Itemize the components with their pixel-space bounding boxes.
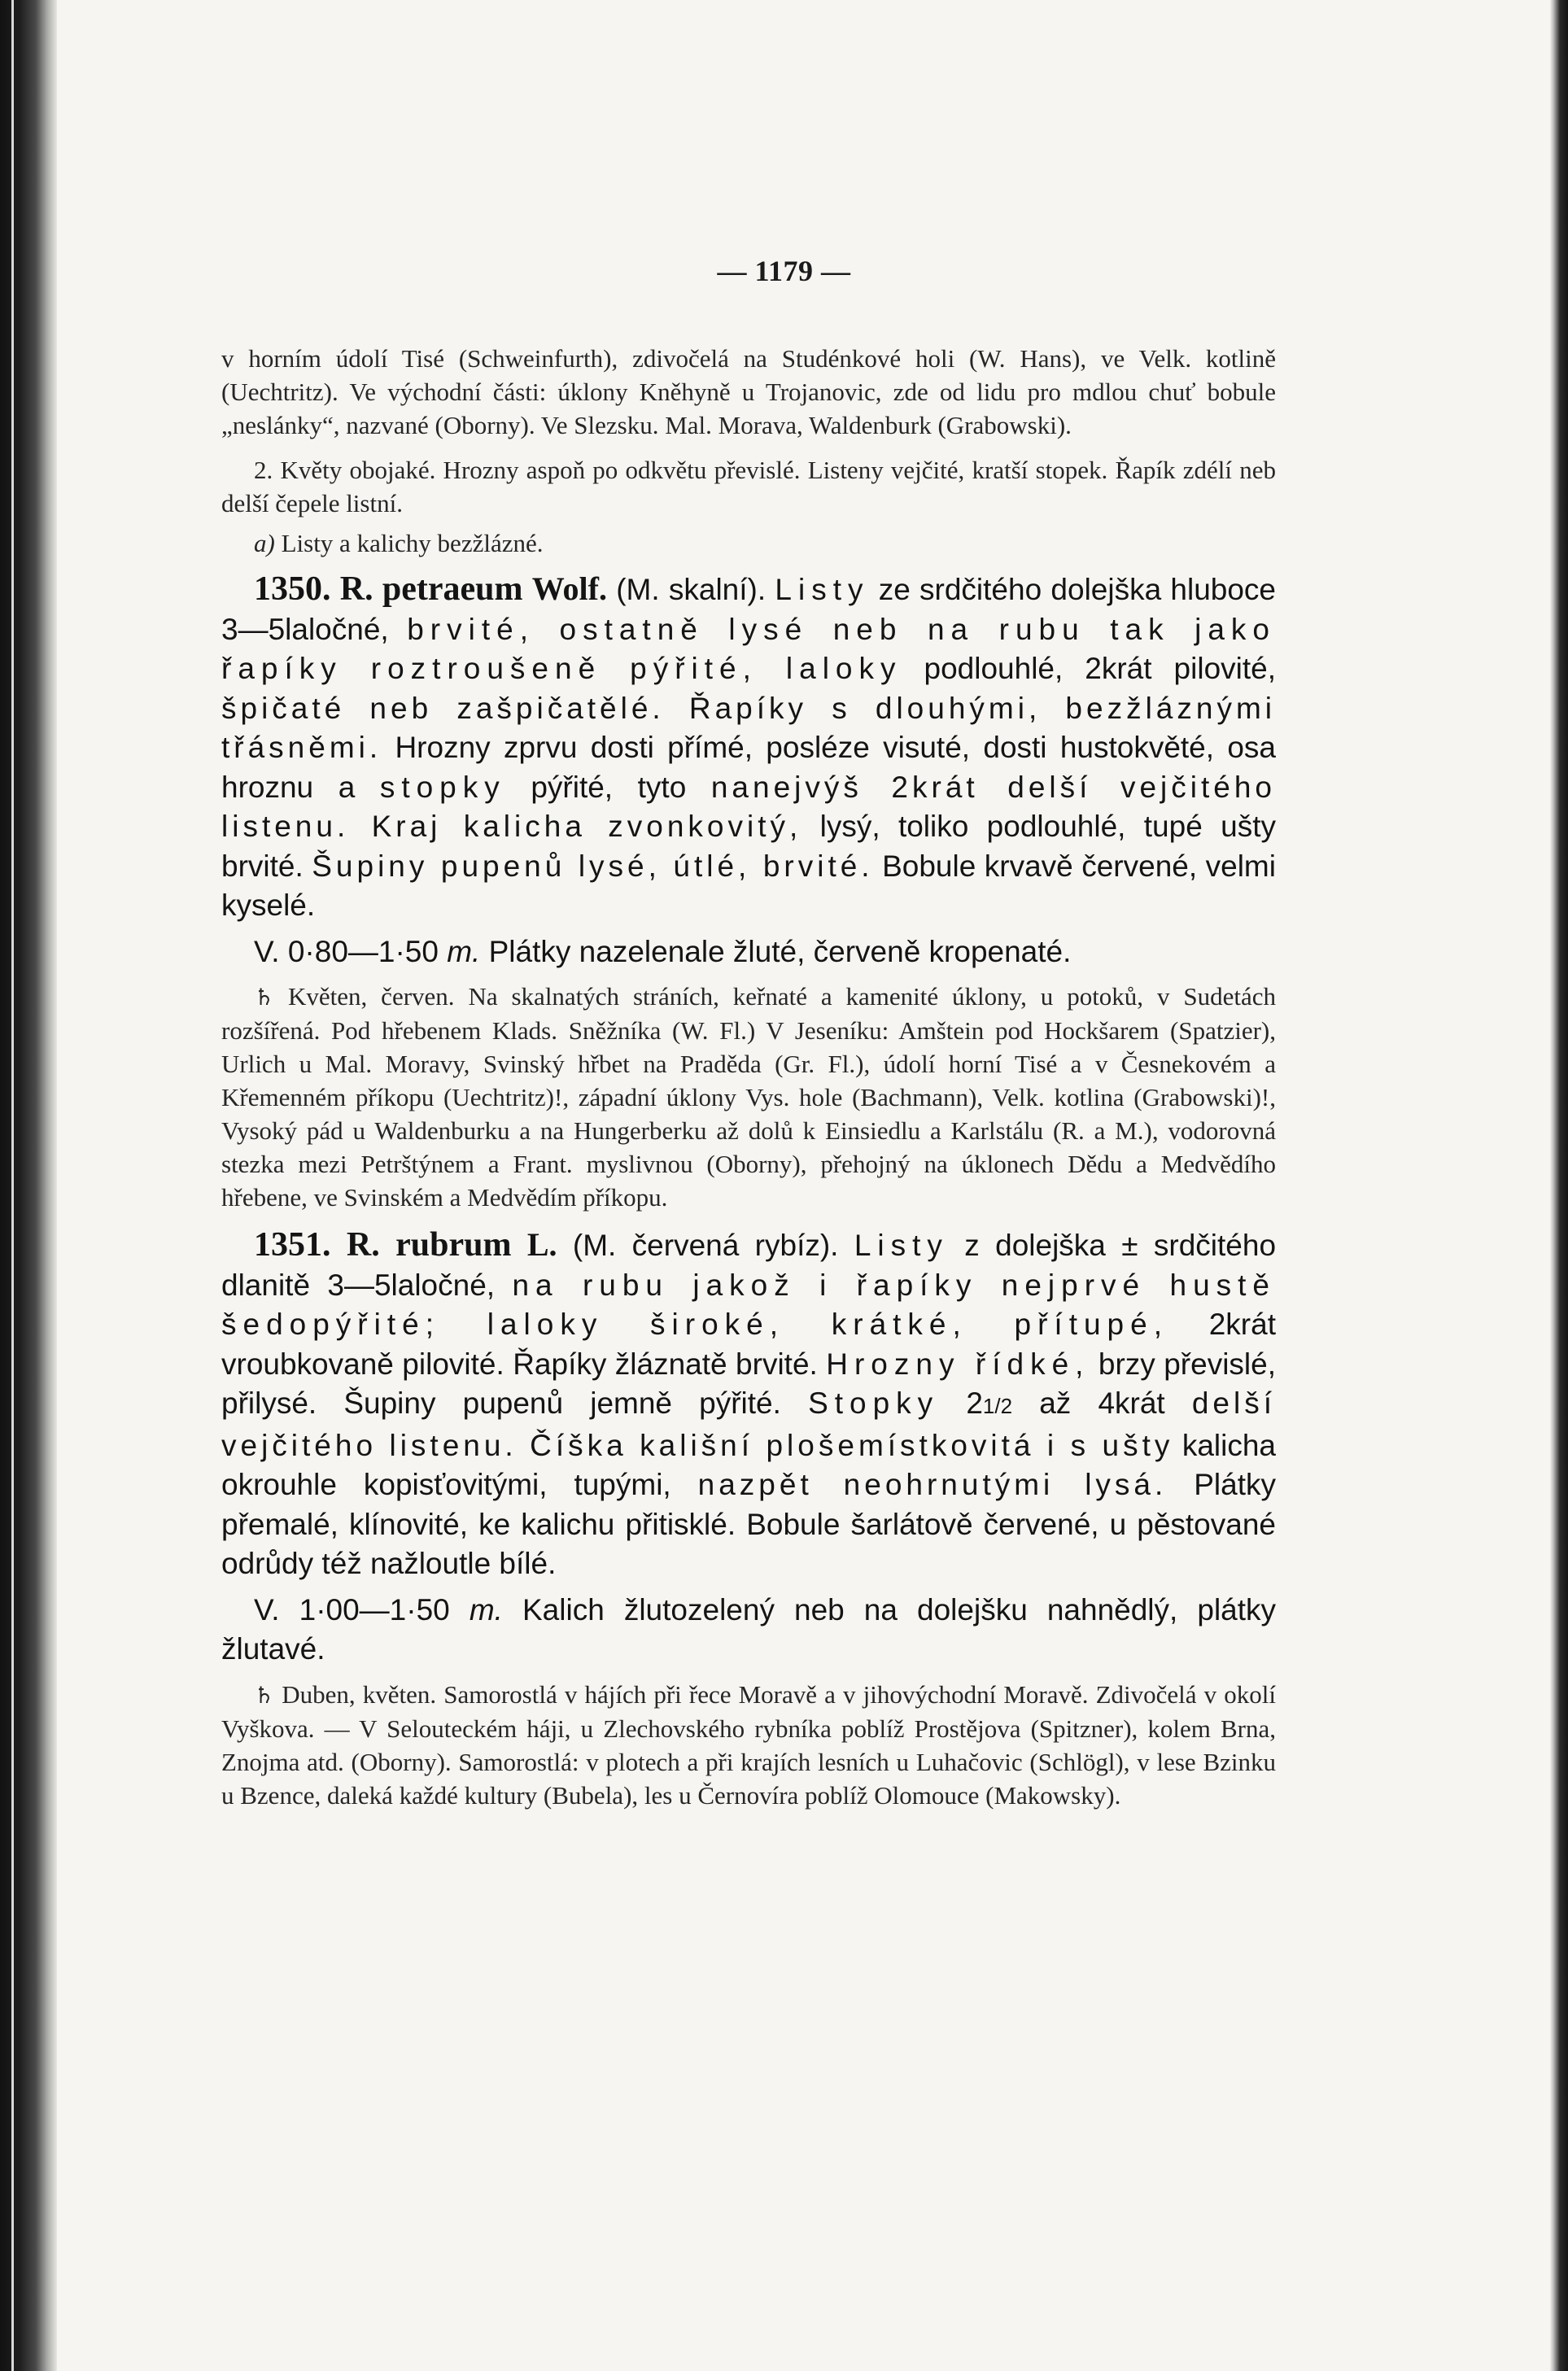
species-1351-description bbox=[221, 1225, 1276, 1584]
desc-segment: špičaté neb zašpičatělé. Řapíky s dlouhými, bezžláznými třásněmi. bbox=[221, 691, 1276, 764]
species-1351-flowering bbox=[221, 1591, 1276, 1670]
species-1350-number: 1350. bbox=[254, 570, 331, 608]
shrub-symbol-icon: ♄ bbox=[254, 1681, 275, 1709]
page-number: — 1179 — bbox=[717, 255, 851, 287]
desc-segment: Hrozny zprvu dosti přímé, posléze visuté, dosti hustokvěté, osa hroznu a bbox=[221, 731, 1276, 804]
species-1351-common-name: (M. červená rybíz). bbox=[572, 1229, 839, 1262]
key-item-a-text: Listy a kalichy bezžlázné. bbox=[281, 529, 544, 557]
flowering-calyx: Kalich žlutozelený neb na dolejšku nahnědlý, plátky žlutavé. bbox=[221, 1592, 1277, 1666]
species-1350-flowering bbox=[221, 932, 1276, 972]
key-item-a-label: a) bbox=[254, 529, 275, 557]
flowering-petals: Plátky nazelenale žluté, červeně kropenaté. bbox=[488, 934, 1072, 968]
desc-segment: stopky bbox=[379, 770, 506, 804]
species-1350-epithet: petraeum bbox=[382, 570, 523, 608]
desc-segment: Plátky přemalé, klínovité, ke kalichu přitisklé. Bobule šarlátově červené, u pěstované odrůdy též nažloutle bílé. bbox=[221, 1468, 1276, 1580]
shrub-symbol-icon: ♄ bbox=[254, 984, 275, 1011]
flowering-size: V. 0·80—1·50 bbox=[254, 934, 439, 968]
flowering-size: V. 1·00—1·50 bbox=[254, 1592, 450, 1627]
key-item-2: 2. Květy obojaké. Hrozny aspoň po odkvětu převislé. Listeny vejčité, kratší stopek. Řapík zdélí neb delší čepele listní. bbox=[221, 456, 1276, 517]
species-1350-description bbox=[221, 570, 1276, 926]
intro-paragraph: v horním údolí Tisé (Schweinfurth), zdivočelá na Studénkové holi (W. Hans), ve Velk. kotlině (Uechtritz). Ve východní části: úklony Kněhyně u Trojanovic, zde od lidu pro mdlou chuť bobule „neslánky“, nazvané (Oborny). Ve Slezsku. Mal. Morava, Waldenburk (Grabowski). bbox=[221, 344, 1276, 439]
desc-segment: podlouhlé, 2krát pilovité, bbox=[902, 652, 1276, 685]
desc-segment: nazpět neohrnutými lysá. bbox=[697, 1468, 1168, 1501]
desc-segment: Stopky bbox=[808, 1386, 940, 1420]
species-1350-author: Wolf. bbox=[531, 570, 607, 607]
flowering-unit: m. bbox=[469, 1592, 503, 1627]
desc-segment: až 4krát bbox=[1012, 1386, 1192, 1420]
desc-segment: brvité, ostatně lysé neb na rubu tak jako řapíky roztroušeně pýřité, laloky bbox=[221, 612, 1276, 685]
desc-segment: Listy bbox=[775, 573, 870, 606]
desc-segment: delší vejčitého listenu. Číška kališní plošemístkovitá i s ušty bbox=[221, 1386, 1277, 1462]
desc-segment: kalicha okrouhle kopisťovitými, tupými, bbox=[221, 1428, 1277, 1501]
desc-segment: Bobule krvavě červené, velmi kyselé. bbox=[221, 849, 1276, 922]
desc-segment: 2krát vroubkovaně pilovité. Řapíky žláznatě brvité. bbox=[221, 1308, 1276, 1381]
desc-segment: Listy bbox=[854, 1229, 949, 1262]
distribution-text: Květen, červen. Na skalnatých stráních, keřnaté a kamenité úklony, u potoků, v Sudetách rozšířená. Pod hřebenem Klads. Sněžníka (W. Fl.) V Jeseníku: Amštein pod Hockšarem (Spatzier), Urlich u Mal. Moravy, Svinský hřbet na Praděda (Gr. Fl.), údolí horní Tisé a v Česnekovém a Křemenném příkopu (Uechtritz)!, západní úklony Vys. hole (Bachmann), Velk. kotlina (Grabowski)!, Vysoký pád u Waldenburku a na Hungerberku až dolů k Einsiedlu a Karlstálu (R. a M.), vodorovná stezka mezi Petrštýnem a Frant. myslivnou (Oborny), přehojný na úklonech Dědu a Medvědího hřebene, ve Svinském a Medvědím příkopu. bbox=[221, 982, 1276, 1212]
flowering-unit: m. bbox=[447, 934, 481, 968]
desc-segment: z dolejška ± srdčitého dlanitě 3—5laločné, bbox=[221, 1229, 1277, 1302]
distribution-text: Duben, květen. Samorostlá v hájích při řece Moravě a v jihovýchodní Moravě. Zdivočelá v okolí Vyškova. — V Selouteckém háji, u Zlechovského rybníka poblíž Prostějova (Spitzner), kolem Brna, Znojma atd. (Oborny). Samorostlá: v plotech a při krajích lesních u Luhačovic (Schlögl), v lese Bzinku u Bzence, daleká každé kultury (Bubela), les u Černovíra poblíž Olomouce (Makowsky). bbox=[221, 1679, 1276, 1810]
key-item-a bbox=[221, 526, 1276, 560]
page-body bbox=[221, 342, 1276, 1819]
desc-segment: Hrozny řídké, bbox=[826, 1347, 1090, 1381]
page-edge-shadow bbox=[1550, 0, 1568, 2371]
desc-segment: brzy převislé, přilysé. Šupiny pupenů jemně pýřité. bbox=[221, 1347, 1276, 1420]
desc-segment: 2 bbox=[939, 1386, 983, 1420]
desc-segment: pýřité, tyto bbox=[505, 770, 711, 804]
fraction: 1/2 bbox=[982, 1394, 1013, 1418]
species-1350-common-name: (M. skalní). bbox=[616, 573, 767, 606]
desc-segment: lysý, toliko podlouhlé, tupé ušty brvité. bbox=[221, 810, 1276, 883]
species-1351-genus: R. bbox=[346, 1226, 380, 1264]
spine-fold-line bbox=[11, 0, 14, 2371]
species-1351-distribution bbox=[221, 1678, 1276, 1812]
desc-segment: nanejvýš 2krát delší vejčitého listenu. Kraj kalicha zvonkovitý, bbox=[221, 770, 1276, 843]
book-spine-shadow bbox=[0, 0, 57, 2371]
species-1351-number: 1351. bbox=[254, 1226, 331, 1264]
species-1350-genus: R. bbox=[339, 570, 373, 608]
desc-segment: Šupiny pupenů lysé, útlé, brvité. bbox=[312, 849, 874, 883]
desc-segment: na rubu jakož i řapíky nejprvé hustě šedopýřité; laloky široké, krátké, přítupé, bbox=[221, 1268, 1276, 1341]
species-1351-epithet: rubrum bbox=[395, 1226, 512, 1264]
species-1350-distribution bbox=[221, 980, 1276, 1214]
species-1351-author: L. bbox=[526, 1226, 557, 1263]
desc-segment: ze srdčitého dolejška hluboce 3—5laločné, bbox=[221, 573, 1277, 646]
